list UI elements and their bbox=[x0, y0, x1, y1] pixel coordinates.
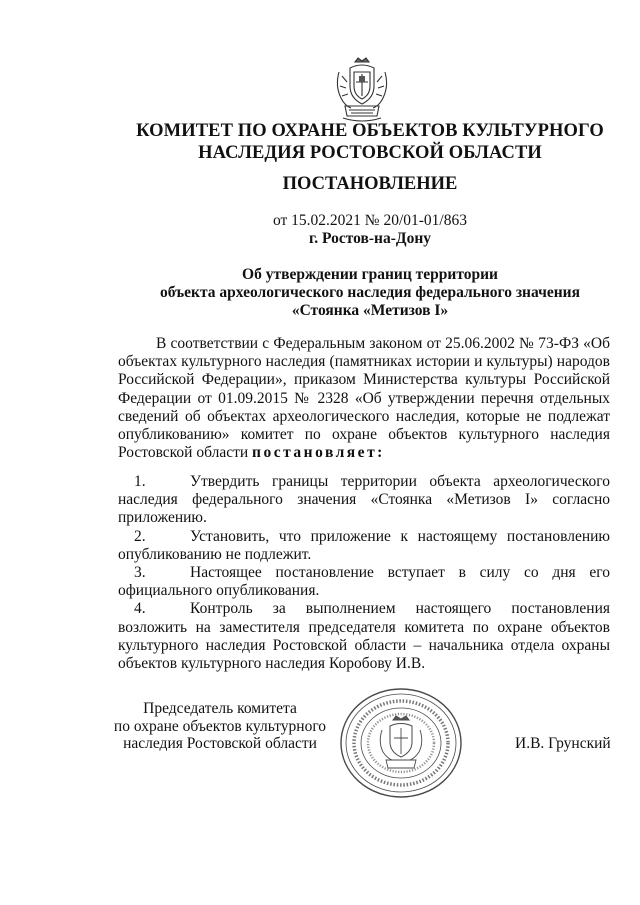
item-text: Установить, что приложение к настоящему постановлению опубликованию не подлежит. bbox=[118, 527, 610, 563]
item-text: Настоящее постановление вступает в силу со дня его официального опубликования. bbox=[118, 564, 610, 600]
signatory-name: И.В. Грунский bbox=[515, 735, 611, 752]
preamble-text: В соответствии с Федеральным законом от 25.06.2002 № 73-ФЗ «Об объектах культурного наследия (памятниках истории и культуры) народов Российской Федерации», приказом Министерства культуры Российской Федерации от 01.09.2015 № 2328 «Об утверждении перечня отдельных сведений об объектах археологического наследия, которые не подлежат опубликованию» комитет по охране объектов культурного наследия Ростовской области bbox=[118, 335, 610, 462]
subject-line: Об утверждении границ территории bbox=[242, 266, 498, 283]
committee-line: НАСЛЕДИЯ РОСТОВСКОЙ ОБЛАСТИ bbox=[198, 143, 542, 163]
item-number: 2. bbox=[134, 527, 146, 545]
item-number: 1. bbox=[134, 473, 146, 490]
decree-item bbox=[118, 564, 610, 600]
document-date-number: от 15.02.2021 № 20/01-01/863 bbox=[272, 212, 467, 229]
coat-of-arms-icon bbox=[333, 56, 391, 124]
signatory-title bbox=[60, 700, 380, 753]
document-type: ПОСТАНОВЛЕНИЕ bbox=[282, 174, 458, 194]
signatory-title-line: по охране объектов культурного bbox=[113, 717, 327, 735]
decree-item bbox=[118, 600, 610, 673]
decree-item bbox=[118, 528, 610, 564]
item-text: Утвердить границы территории объекта археологического наследия федерального значения «Стоянка «Метизов I» согласно приложению. bbox=[118, 473, 610, 527]
item-number: 3. bbox=[134, 564, 146, 582]
official-seal-icon bbox=[338, 686, 464, 800]
document-city: г. Ростов-на-Дону bbox=[309, 230, 431, 247]
item-text: Контроль за выполнением настоящего постановления возложить на заместителя председателя комитета по охране объектов культурного наследия Ростовской области – начальника отдела охраны объектов культурного наследия Коробову И.В. bbox=[118, 600, 610, 673]
subject-line: объекта археологического наследия федерального значения bbox=[159, 284, 580, 301]
decree-item bbox=[118, 473, 610, 528]
decree-word: постановляет: bbox=[252, 444, 385, 462]
committee-name bbox=[100, 120, 640, 164]
preamble-paragraph bbox=[118, 335, 610, 462]
committee-line: КОМИТЕТ ПО ОХРАНЕ ОБЪЕКТОВ КУЛЬТУРНОГО bbox=[136, 121, 604, 141]
subject-line: «Стоянка «Метизов I» bbox=[291, 302, 449, 319]
document-subject bbox=[100, 266, 640, 320]
signatory-title-line: наследия Ростовской области bbox=[123, 735, 317, 752]
item-number: 4. bbox=[134, 600, 146, 618]
decree-items bbox=[118, 473, 610, 673]
signatory-title-line: Председатель комитета bbox=[143, 700, 297, 717]
